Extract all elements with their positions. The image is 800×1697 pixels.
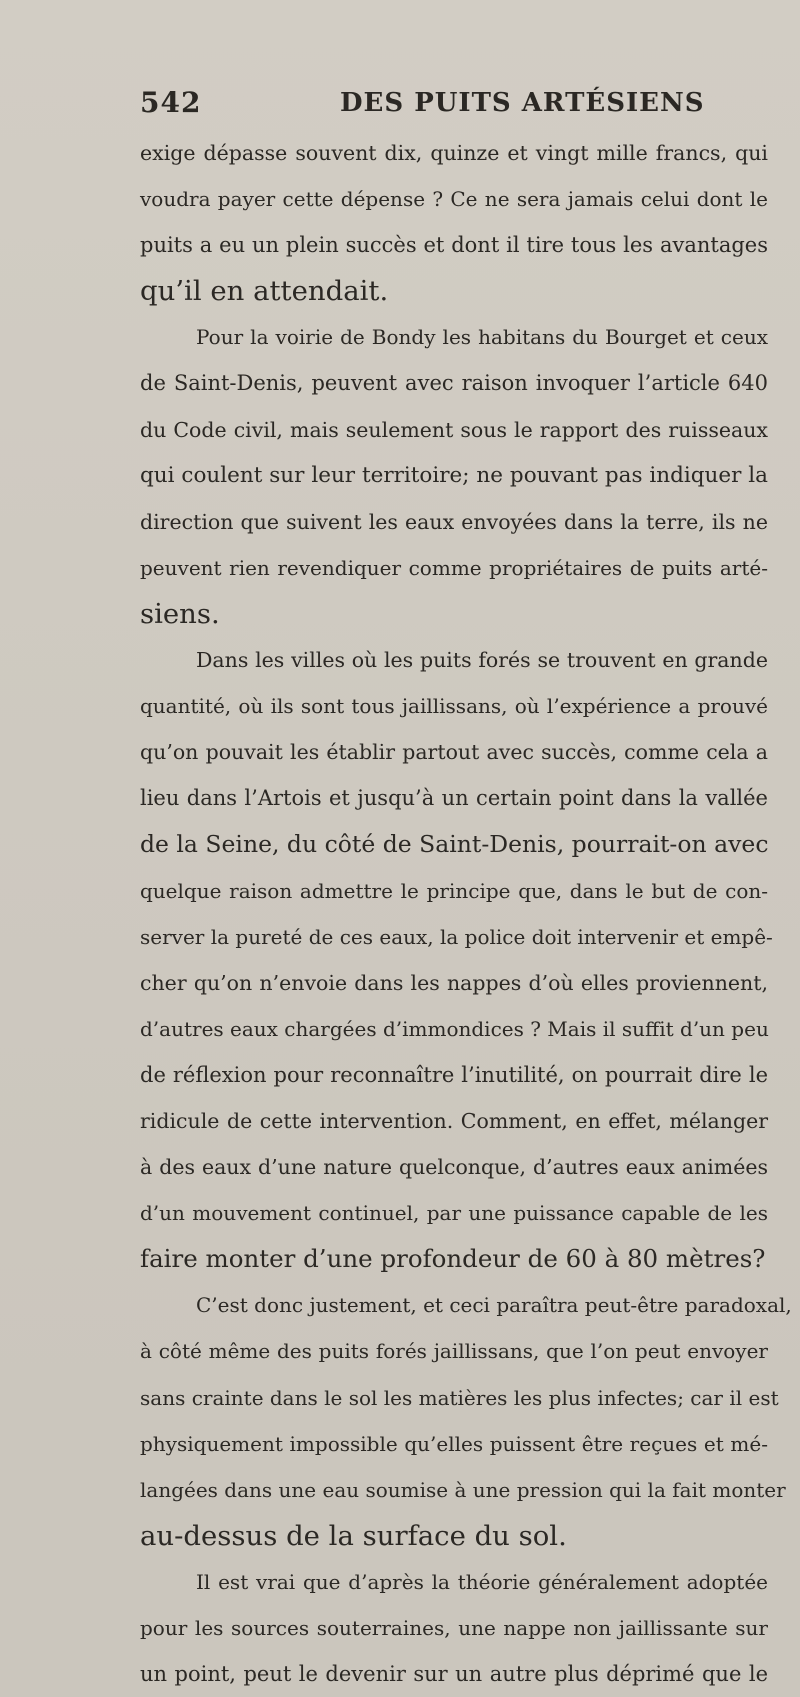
page-header	[140, 86, 780, 126]
text-line: un point, peut le devenir sur un autre plus déprimé que le	[140, 1662, 768, 1687]
text-line: faire monter d’une profondeur de 60 à 80 mètres?	[140, 1244, 766, 1274]
text-line: puits a eu un plein succès et dont il tire tous les avantages	[140, 233, 768, 258]
text-line: lieu dans l’Artois et jusqu’à un certain point dans la vallée	[140, 786, 768, 811]
text-line: Il est vrai que d’après la théorie généralement adoptée	[196, 1569, 768, 1594]
text-line: à côté même des puits forés jaillissans, que l’on peut envoyer	[140, 1339, 768, 1364]
text-line: langées dans une eau soumise à une pression qui la fait monter	[140, 1477, 786, 1502]
text-line: au-dessus de la surface du sol.	[140, 1519, 567, 1552]
text-line: pour les sources souterraines, une nappe non jaillissante sur	[140, 1616, 768, 1640]
text-line: server la pureté de ces eaux, la police doit intervenir et empê-	[140, 924, 773, 949]
text-line: direction que suivent les eaux envoyées dans la terre, ils ne	[140, 509, 768, 534]
text-line: siens.	[140, 597, 220, 630]
text-line: Pour la voirie de Bondy les habitans du Bourget et ceux	[196, 325, 768, 350]
text-line: exige dépasse souvent dix, quinze et vingt mille francs, qui	[140, 141, 768, 165]
text-line: cher qu’on n’envoie dans les nappes d’où elles proviennent,	[140, 970, 768, 995]
page-number: 542	[140, 86, 202, 119]
text-line: physiquement impossible qu’elles puissent être reçues et mé-	[140, 1431, 768, 1456]
text-line: qui coulent sur leur territoire; ne pouvant pas indiquer la	[140, 462, 768, 488]
text-line: de Saint-Denis, peuvent avec raison invoquer l’article 640	[140, 371, 768, 396]
text-line: C’est donc justement, et ceci paraîtra peut-être paradoxal,	[196, 1293, 792, 1318]
text-line: quantité, où ils sont tous jaillissans, où l’expérience a prouvé	[140, 694, 768, 719]
text-line: qu’on pouvait les établir partout avec succès, comme cela a	[140, 740, 768, 765]
text-line: du Code civil, mais seulement sous le rapport des ruisseaux	[140, 417, 768, 442]
text-line: de réflexion pour reconnaître l’inutilité, on pourrait dire le	[140, 1062, 768, 1087]
running-title: DES PUITS ARTÉSIENS	[340, 88, 705, 118]
text-line: voudra payer cette dépense ? Ce ne sera jamais celui dont le	[140, 187, 768, 212]
body-text	[140, 130, 792, 1697]
text-line: à des eaux d’une nature quelconque, d’autres eaux animées	[140, 1155, 768, 1180]
text-line: peuvent rien revendiquer comme propriétaires de puits arté-	[140, 555, 768, 580]
text-line: d’autres eaux chargées d’immondices ? Mais il suffit d’un peu	[140, 1016, 769, 1041]
text-line: ridicule de cette intervention. Comment, en effet, mélanger	[140, 1108, 768, 1133]
text-line: sans crainte dans le sol les matières les plus infectes; car il est	[140, 1385, 779, 1410]
text-line: quelque raison admettre le principe que, dans le but de con-	[140, 878, 768, 903]
text-line: d’un mouvement continuel, par une puissance capable de les	[140, 1201, 768, 1226]
text-line: de la Seine, du côté de Saint-Denis, pourrait-on avec	[140, 830, 769, 859]
text-line: Dans les villes où les puits forés se trouvent en grande	[196, 648, 768, 673]
text-line: qu’il en attendait.	[140, 275, 389, 308]
